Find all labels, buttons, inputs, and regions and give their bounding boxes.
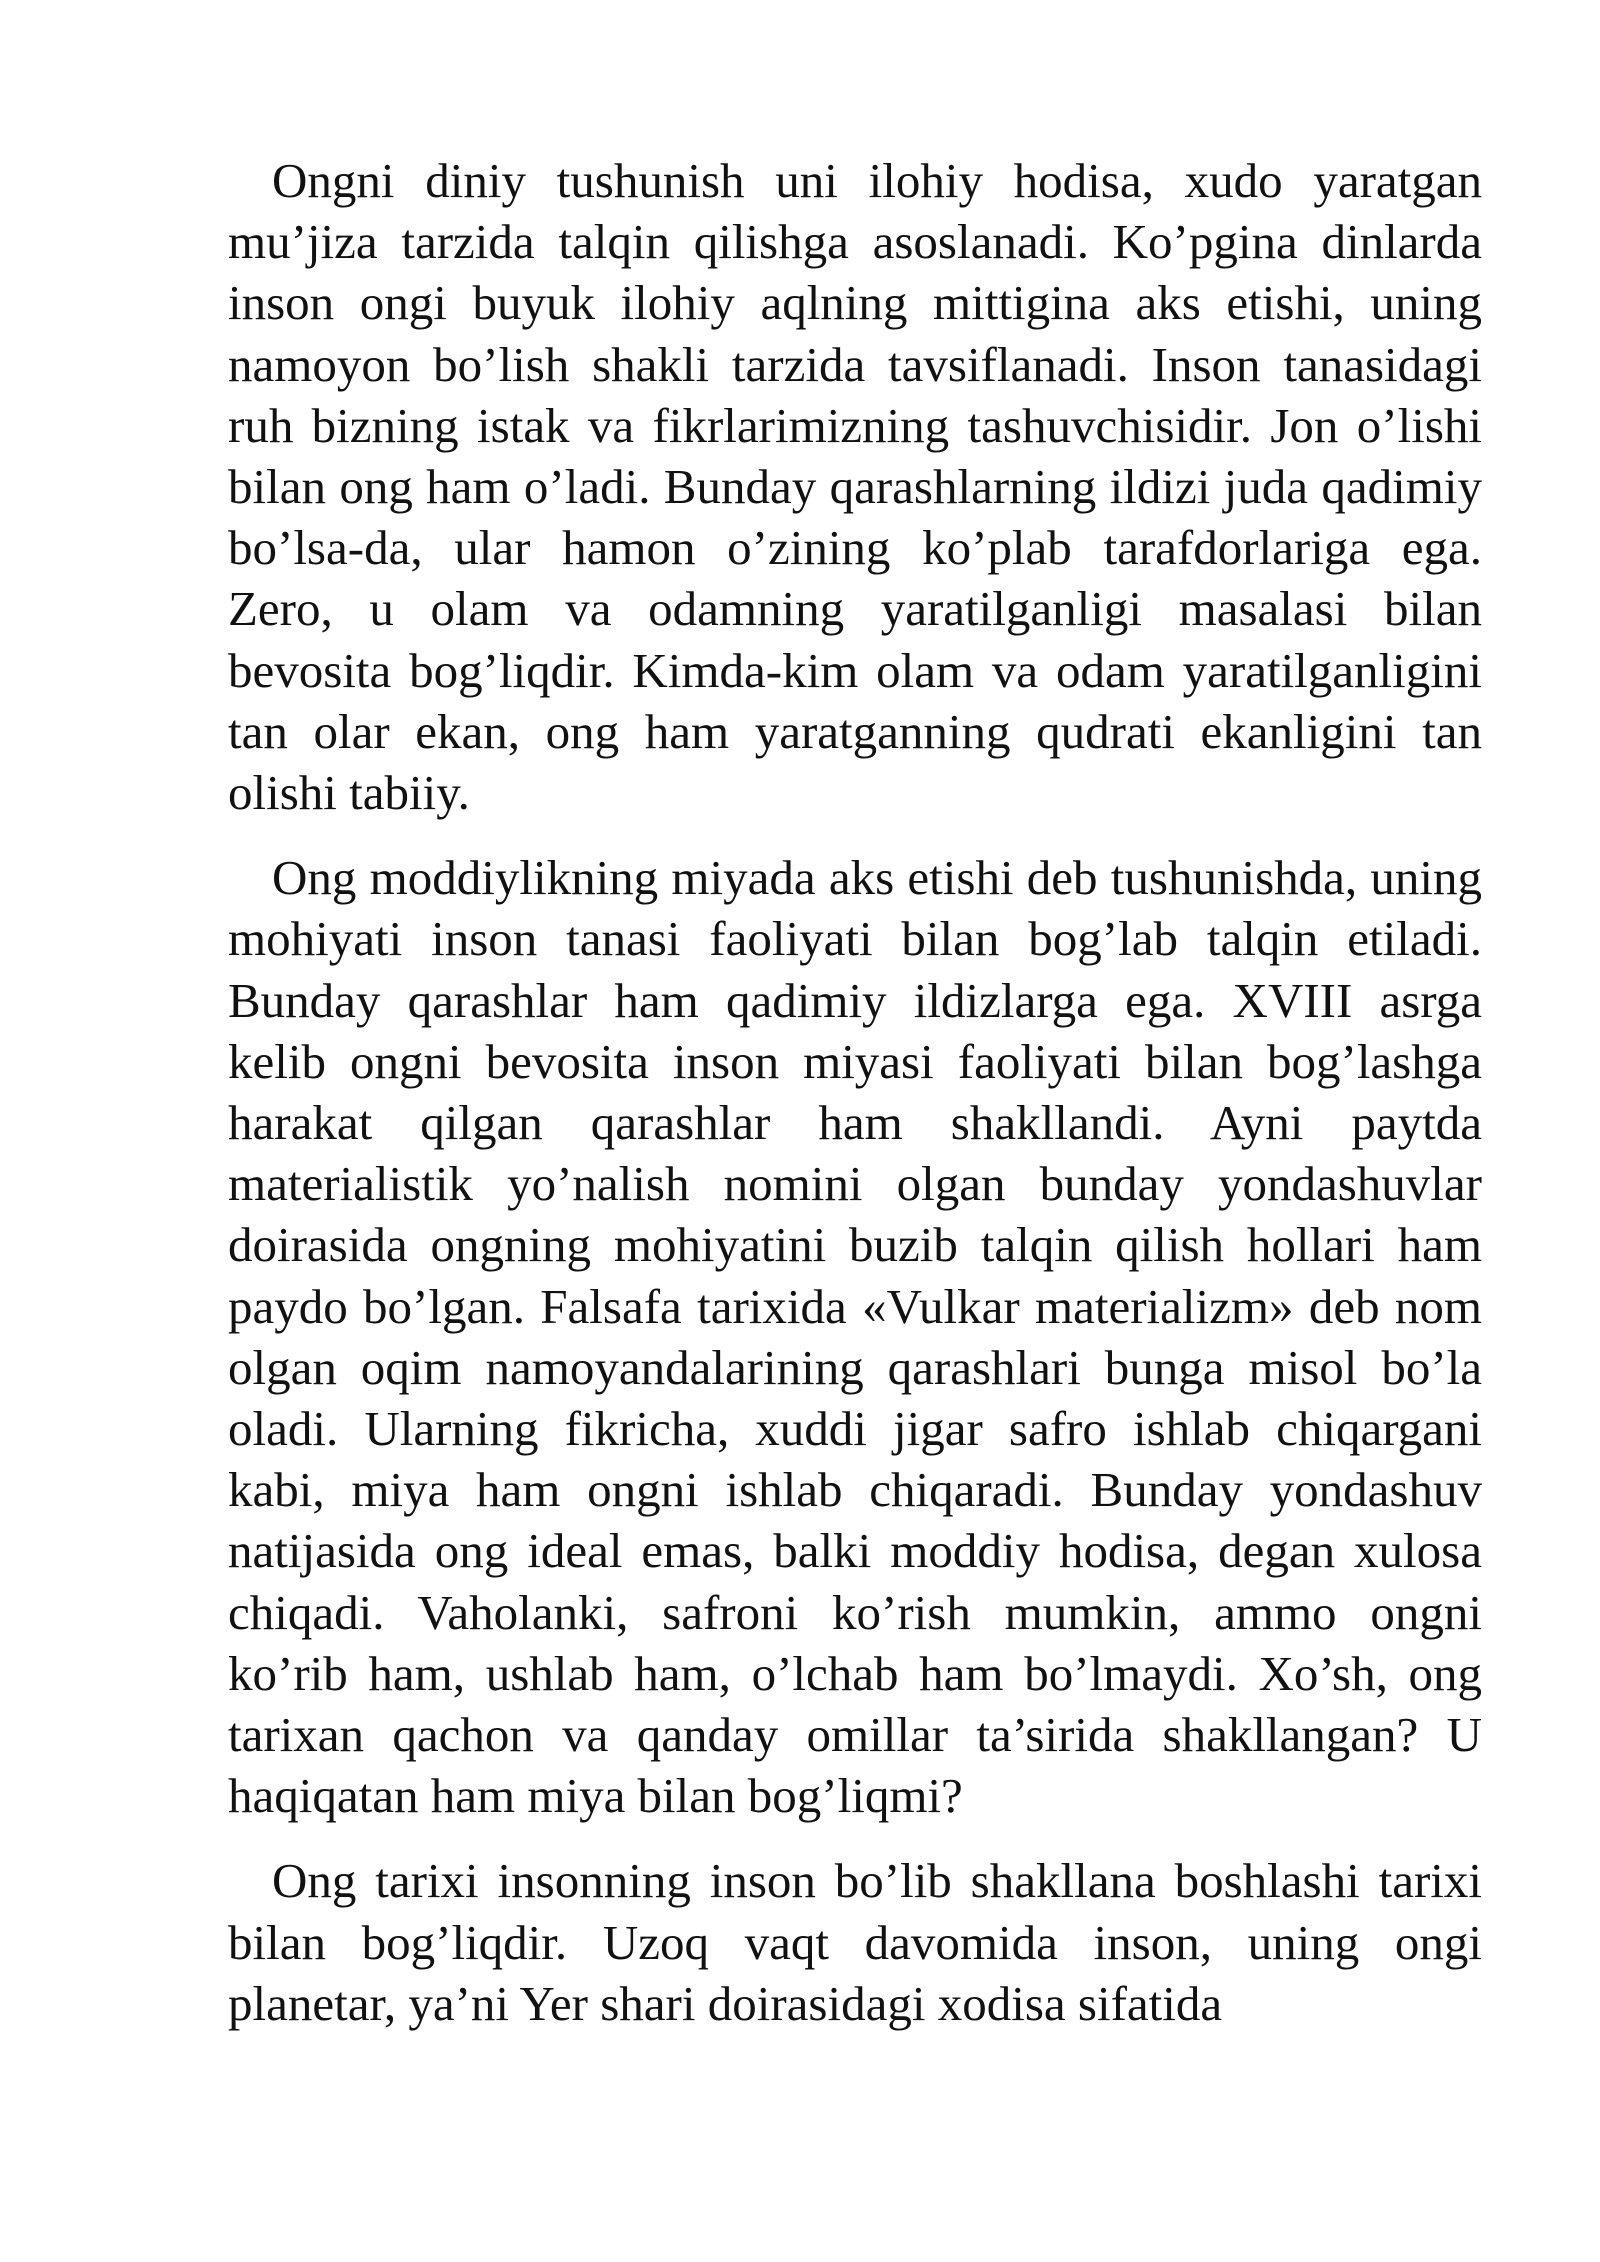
paragraph-religious-view: Ongni diniy tushunish uni ilohiy hodisa, xudo yaratgan mu’jiza tarzida talqin qilishga asoslanadi. Ko’pgina dinlarda inson ongi buyuk ilohiy aqlning mittigina aks etishi, uning namoyon bo’lish shakli tarzida tavsiflanadi. Inson tanasidagi ruh bizning istak va fikrlarimizning tashuvchisidir. Jon o’lishi bilan ong ham o’ladi. Bunday qarashlarning ildizi juda qadimiy bo’lsa-da, ular hamon o’zining ko’plab tarafdorlariga ega. Zero, u olam va odamning yaratilganligi masalasi bilan bevosita bog’liqdir. Kimda-kim olam va odam yaratilganligini tan olar ekan, ong ham yaratganning qudrati ekanligini tan olishi tabiiy. [228,153,1482,821]
paragraph-history-of-consciousness: Ong tarixi insonning inson bo’lib shakllana boshlashi tarixi bilan bog’liqdir. Uzoq vaqt davomida inson, uning ongi planetar, ya’ni Yer shari doirasidagi xodisa sifatida [228,1853,1482,2031]
paragraph-materialist-view: Ong moddiylikning miyada aks etishi deb tushunishda, uning mohiyati inson tanasi faoliyati bilan bog’lab talqin etiladi. Bunday qarashlar ham qadimiy ildizlarga ega. XVIII asrga kelib ongni bevosita inson miyasi faoliyati bilan bog’lashga harakat qilgan qarashlar ham shakllandi. Ayni paytda materialistik yo’nalish nomini olgan bunday yondashuvlar doirasida ongning mohiyatini buzib talqin qilish hollari ham paydo bo’lgan. Falsafa tarixida «Vulkar materializm» deb nom olgan oqim namoyandalarining qarashlari bunga misol bo’la oladi. Ularning fikricha, xuddi jigar safro ishlab chiqargani kabi, miya ham ongni ishlab chiqaradi. Bunday yondashuv natijasida ong ideal emas, balki moddiy hodisa, degan xulosa chiqadi. Vaholanki, safroni ko’rish mumkin, ammo ongni ko’rib ham, ushlab ham, o’lchab ham bo’lmaydi. Xo’sh, ong tarixan qachon va qanday omillar ta’sirida shakllangan? U haqiqatan ham miya bilan bog’liqmi? [228,850,1482,1824]
document-page [228,150,1482,2058]
